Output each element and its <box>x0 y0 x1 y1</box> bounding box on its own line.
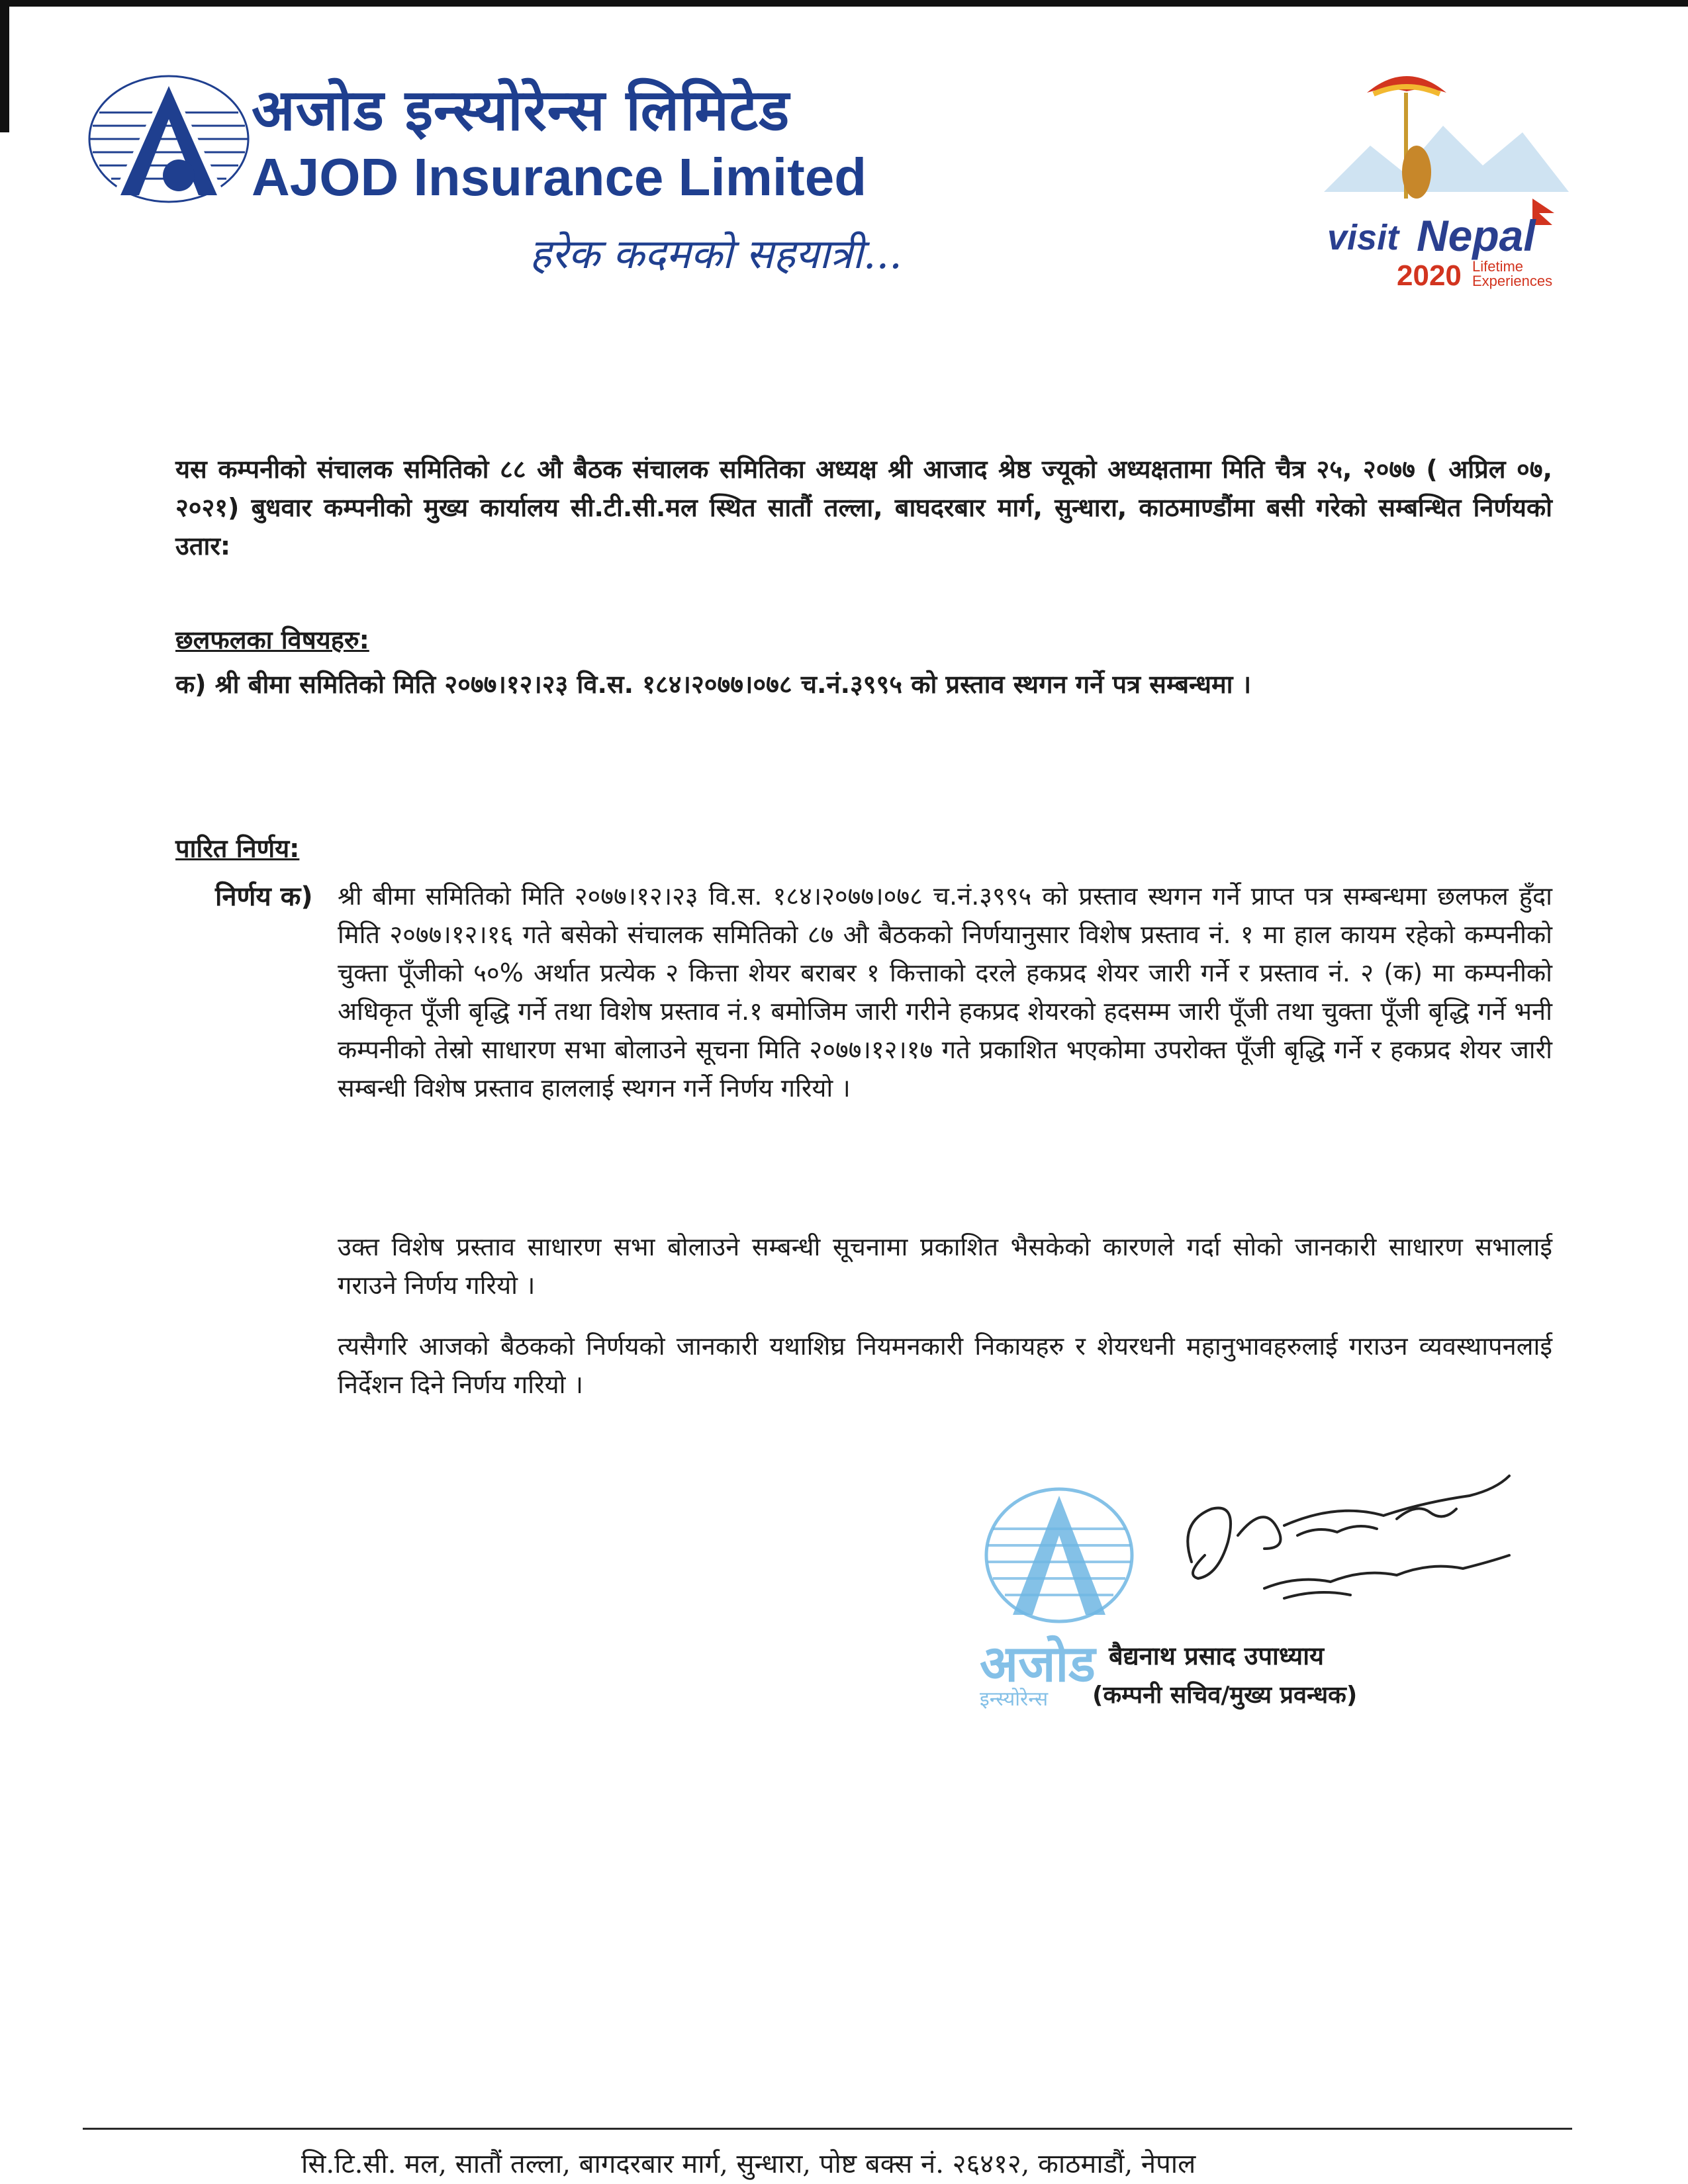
visit-label: visit <box>1327 218 1399 257</box>
company-tagline: हरेक कदमको सहयात्री... <box>530 230 902 278</box>
decision-paragraph-3: त्यसैगरि आजको बैठकको निर्णयको जानकारी यथाशिघ्र नियमनकारी निकायहरु र शेयरधनी महानुभावहरुलाई गराउन व्यवस्थापनलाई निर्देशन दिने निर्णय गरियो । <box>338 1332 1552 1399</box>
agenda-item: क) श्री बीमा समितिको मिति २०७७।१२।२३ वि.स. १८४।२०७७।०७८ च.नं.३९९५ को प्रस्ताव स्थगन गर्ने पत्र सम्बन्धमा । <box>175 670 1252 699</box>
decision-text: श्री बीमा समितिको मिति २०७७।१२।२३ वि.स. १८४।२०७७।०७८ च.नं.३९९५ को प्रस्ताव स्थगन गर्ने प्राप्त पत्र सम्बन्धमा छलफल हुँदा मिति २०७७।१२।१६ गते बसेको संचालक समितिको ८७ औ बैठकको निर्णयानुसार विशेष प्रस्ताव नं. १ मा हाल कायम रहेको कम्पनीको चुक्ता पूँजीको ५०% अर्थात प्रत्येक २ कित्ता शेयर बराबर १ कित्ताको दरले हकप्रद शेयर जारी गर्ने र प्रस्ताव नं. २ (क) मा कम्पनीको अधिकृत पूँजी बृद्धि गर्ने तथा विशेष प्रस्ताव नं.१ बमोजिम जारी गरीने हकप्रद शेयरको हदसम्म जारी पूँजी तथा चुक्ता पूँजी बृद्धि गर्ने भनी कम्पनीको तेस्रो साधारण सभा बोलाउने सूचना मिति २०७७।१२।१७ गते प्रकाशित भएकोमा उपरोक्त पूँजी बृद्धि गर्ने र हकप्रद शेयर जारी सम्बन्धी विशेष प्रस्ताव हाललाई स्थगन गर्ने निर्णय गरियो । <box>338 882 1552 1103</box>
signer-name: बैद्यनाथ प्रसाद उपाध्याय <box>1109 1641 1325 1670</box>
visit-year: 2020 <box>1397 259 1462 292</box>
stamp-subtext: इन्स्योरेन्स <box>980 1688 1049 1711</box>
intro-paragraph: यस कम्पनीको संचालक समितिको ८८ औ बैठक संचालक समितिका अध्यक्ष श्री आजाद श्रेष्ठ ज्यूको अध्यक्षतामा मिति चैत्र २५, २०७७ ( अप्रिल ०७, २०२१) बुधवार कम्पनीको मुख्य कार्यालय सी.टी.सी.मल स्थित सातौं तल्ला, बाघदरबार मार्ग, सुन्धारा, काठमाण्डौंमा बसी गरेको सम्बन्धित निर्णयको उतार: <box>175 455 1552 561</box>
decision-heading: पारित निर्णय: <box>175 834 300 863</box>
company-name-english: AJOD Insurance Limited <box>252 148 867 206</box>
handwritten-signature-icon <box>1165 1463 1536 1621</box>
experiences-label: Experiences <box>1472 273 1553 289</box>
stamp-text: अजोड <box>980 1634 1096 1693</box>
footer-address: सि.टि.सी. मल, सातौं तल्ला, बागदरबार मार्ग, सुन्धारा, पोष्ट बक्स नं. २६४१२, काठमाडौं, नेपाल <box>301 2149 1196 2179</box>
decision-label: निर्णय क) <box>215 882 313 912</box>
signer-role: (कम्पनी सचिव/मुख्य प्रवन्धक) <box>1092 1682 1358 1709</box>
company-name-nepali: अजोड इन्स्योरेन्स लिमिटेड <box>252 77 790 144</box>
nepal-label: Nepal <box>1417 211 1536 260</box>
scan-edge-top <box>0 0 1688 7</box>
ajod-logo-icon <box>86 73 258 205</box>
scan-edge-left <box>0 0 9 132</box>
lifetime-experiences <box>1472 259 1552 289</box>
footer-divider <box>83 2128 1572 2130</box>
decision-paragraph-2: उक्त विशेष प्रस्ताव साधारण सभा बोलाउने सम्बन्धी सूचनामा प्रकाशित भैसकेको कारणले गर्दा सोको जानकारी साधारण सभालाई गराउने निर्णय गरियो । <box>338 1232 1552 1300</box>
lifetime-label: Lifetime <box>1472 258 1524 275</box>
agenda-heading: छलफलका विषयहरु: <box>175 625 369 655</box>
